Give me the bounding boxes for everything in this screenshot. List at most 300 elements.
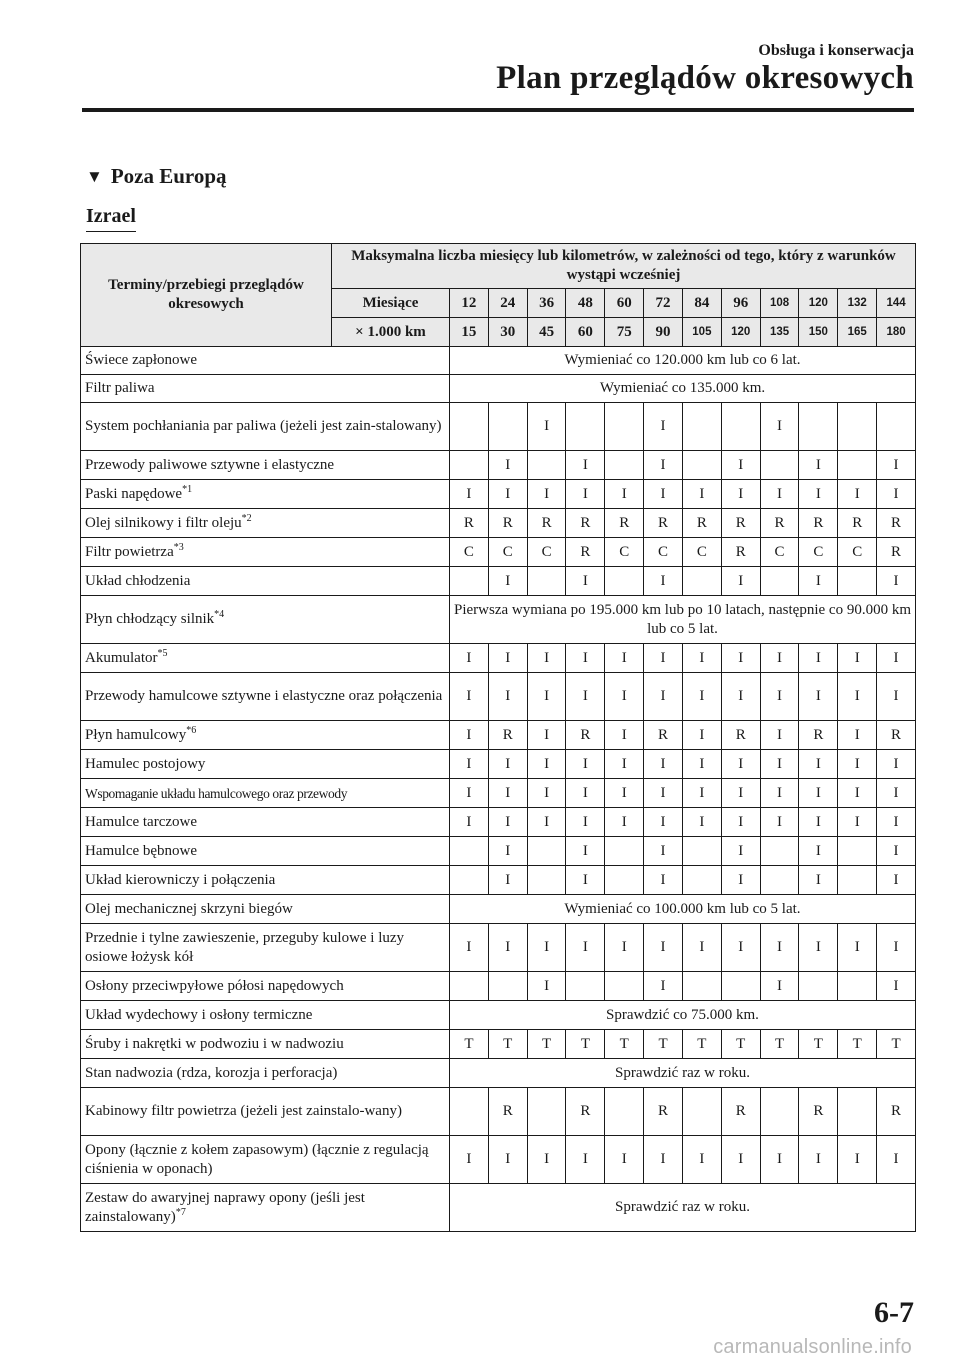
schedule-cell: I bbox=[450, 779, 489, 808]
row-note: Sprawdzić co 75.000 km. bbox=[450, 1001, 916, 1030]
schedule-cell: I bbox=[566, 750, 605, 779]
row-note: Wymieniać co 120.000 km lub co 6 lat. bbox=[450, 347, 916, 375]
schedule-cell: C bbox=[838, 538, 877, 567]
schedule-cell: I bbox=[721, 750, 760, 779]
schedule-cell: I bbox=[566, 866, 605, 895]
schedule-cell: I bbox=[682, 644, 721, 673]
schedule-cell: I bbox=[799, 779, 838, 808]
schedule-cell: I bbox=[799, 567, 838, 596]
table-row bbox=[81, 567, 916, 596]
schedule-cell: I bbox=[450, 644, 489, 673]
schedule-cell bbox=[682, 837, 721, 866]
row-note: Sprawdzić raz w roku. bbox=[450, 1059, 916, 1088]
row-label bbox=[81, 375, 450, 403]
months-header-cell: 108 bbox=[760, 289, 799, 318]
row-note: Pierwsza wymiana po 195.000 km lub po 10 latach, następnie co 90.000 km lub co 5 lat. bbox=[450, 596, 916, 644]
row-label-text: Przednie i tylne zawieszenie, przeguby kulowe i luzy osiowe łożysk kół bbox=[85, 929, 405, 965]
schedule-cell: I bbox=[566, 673, 605, 721]
top-header: Maksymalna liczba miesięcy lub kilometrów, w zależności od tego, który z warunków wystąpi wcześniej bbox=[332, 244, 916, 289]
header-rule bbox=[82, 108, 914, 112]
months-header-cell: 84 bbox=[682, 289, 721, 318]
footnote-mark: *7 bbox=[175, 1206, 186, 1218]
schedule-cell: I bbox=[488, 779, 527, 808]
schedule-cell: I bbox=[644, 403, 683, 451]
row-label-text: Wspomaganie układu hamulcowego oraz przewody bbox=[85, 785, 348, 801]
schedule-cell: I bbox=[488, 837, 527, 866]
row-label-text: Hamulce bębnowe bbox=[85, 842, 198, 859]
row-label bbox=[81, 1088, 450, 1136]
schedule-cell: I bbox=[721, 924, 760, 972]
schedule-cell: C bbox=[760, 538, 799, 567]
schedule-cell bbox=[721, 403, 760, 451]
schedule-cell: R bbox=[721, 1088, 760, 1136]
schedule-cell: I bbox=[566, 644, 605, 673]
schedule-cell: R bbox=[644, 721, 683, 750]
running-header-title: Plan przeglądów okresowych bbox=[496, 60, 914, 96]
schedule-cell bbox=[838, 403, 877, 451]
schedule-cell: T bbox=[488, 1030, 527, 1059]
schedule-cell bbox=[838, 1088, 877, 1136]
table-row bbox=[81, 924, 916, 972]
schedule-cell: R bbox=[488, 509, 527, 538]
schedule-cell bbox=[566, 403, 605, 451]
schedule-cell: I bbox=[799, 924, 838, 972]
row-label-text: Olej silnikowy i filtr oleju bbox=[85, 514, 242, 531]
schedule-cell: I bbox=[721, 866, 760, 895]
schedule-cell: I bbox=[877, 673, 916, 721]
km-header-cell: 45 bbox=[527, 318, 566, 347]
schedule-cell: I bbox=[644, 567, 683, 596]
watermark: carmanualsonline.info bbox=[713, 1336, 912, 1358]
schedule-cell: I bbox=[527, 924, 566, 972]
schedule-cell: I bbox=[760, 480, 799, 509]
schedule-cell: I bbox=[644, 750, 683, 779]
schedule-cell bbox=[450, 866, 489, 895]
schedule-cell: I bbox=[488, 750, 527, 779]
schedule-cell: I bbox=[644, 808, 683, 837]
schedule-cell: R bbox=[682, 509, 721, 538]
table-row bbox=[81, 837, 916, 866]
schedule-cell bbox=[450, 1088, 489, 1136]
row-label bbox=[81, 1184, 450, 1232]
schedule-cell: I bbox=[450, 808, 489, 837]
schedule-cell: I bbox=[760, 808, 799, 837]
table-row bbox=[81, 509, 916, 538]
row-label-text: Świece zapłonowe bbox=[85, 352, 198, 368]
schedule-cell: T bbox=[838, 1030, 877, 1059]
row-label bbox=[81, 779, 450, 808]
schedule-cell: I bbox=[644, 924, 683, 972]
row-note: Wymieniać co 100.000 km lub co 5 lat. bbox=[450, 895, 916, 924]
table-row bbox=[81, 1184, 916, 1232]
schedule-cell: T bbox=[721, 1030, 760, 1059]
schedule-cell: T bbox=[566, 1030, 605, 1059]
schedule-cell: I bbox=[799, 451, 838, 480]
schedule-cell: I bbox=[527, 403, 566, 451]
row-label-text: Akumulator bbox=[85, 649, 158, 666]
row-label-text: Śruby i nakrętki w podwoziu i w nadwoziu bbox=[85, 1035, 344, 1052]
schedule-cell: I bbox=[450, 721, 489, 750]
schedule-cell: C bbox=[644, 538, 683, 567]
schedule-cell: I bbox=[838, 750, 877, 779]
schedule-cell: I bbox=[527, 721, 566, 750]
row-label bbox=[81, 596, 450, 644]
schedule-cell: I bbox=[682, 808, 721, 837]
schedule-cell: I bbox=[488, 924, 527, 972]
schedule-cell bbox=[605, 866, 644, 895]
schedule-cell bbox=[760, 451, 799, 480]
schedule-cell bbox=[682, 866, 721, 895]
row-label bbox=[81, 403, 450, 451]
schedule-cell bbox=[838, 866, 877, 895]
schedule-cell: I bbox=[682, 673, 721, 721]
schedule-cell: I bbox=[566, 1136, 605, 1184]
schedule-cell: I bbox=[877, 779, 916, 808]
schedule-cell: I bbox=[644, 837, 683, 866]
schedule-cell: R bbox=[488, 1088, 527, 1136]
page-number: 6-7 bbox=[874, 1296, 914, 1329]
schedule-cell: I bbox=[721, 808, 760, 837]
schedule-cell bbox=[450, 451, 489, 480]
schedule-cell: I bbox=[721, 644, 760, 673]
km-header-cell: 90 bbox=[644, 318, 683, 347]
schedule-cell bbox=[682, 972, 721, 1001]
schedule-cell: I bbox=[721, 567, 760, 596]
schedule-cell: R bbox=[605, 509, 644, 538]
schedule-cell: I bbox=[450, 480, 489, 509]
row-label bbox=[81, 509, 450, 538]
schedule-cell: I bbox=[838, 480, 877, 509]
row-label-text: Przewody paliwowe sztywne i elastyczne bbox=[85, 456, 335, 473]
footnote-mark: *4 bbox=[214, 609, 225, 620]
schedule-cell: I bbox=[838, 721, 877, 750]
schedule-cell: R bbox=[799, 1088, 838, 1136]
schedule-cell: R bbox=[721, 538, 760, 567]
schedule-cell: I bbox=[760, 1136, 799, 1184]
schedule-cell: I bbox=[838, 808, 877, 837]
schedule-cell: I bbox=[838, 1136, 877, 1184]
row-note: Wymieniać co 135.000 km. bbox=[450, 375, 916, 403]
schedule-cell: I bbox=[877, 480, 916, 509]
schedule-cell: I bbox=[760, 924, 799, 972]
footnote-mark: *6 bbox=[186, 724, 197, 736]
schedule-cell bbox=[682, 403, 721, 451]
footnote-mark: *2 bbox=[241, 512, 252, 524]
schedule-cell: I bbox=[644, 451, 683, 480]
km-header-cell: 180 bbox=[877, 318, 916, 347]
schedule-cell bbox=[450, 567, 489, 596]
schedule-cell: I bbox=[566, 451, 605, 480]
schedule-cell: T bbox=[527, 1030, 566, 1059]
table-row bbox=[81, 1001, 916, 1030]
schedule-cell: I bbox=[682, 750, 721, 779]
schedule-cell: R bbox=[760, 509, 799, 538]
row-label bbox=[81, 972, 450, 1001]
row-label bbox=[81, 895, 450, 924]
schedule-cell: R bbox=[721, 721, 760, 750]
schedule-cell: I bbox=[877, 837, 916, 866]
schedule-cell: I bbox=[644, 673, 683, 721]
schedule-cell: I bbox=[799, 673, 838, 721]
section-heading bbox=[86, 164, 227, 189]
schedule-cell: I bbox=[877, 644, 916, 673]
table-row bbox=[81, 375, 916, 403]
schedule-cell: R bbox=[566, 1088, 605, 1136]
table-row bbox=[81, 451, 916, 480]
km-header-cell: 150 bbox=[799, 318, 838, 347]
schedule-cell: R bbox=[877, 509, 916, 538]
running-header-section: Obsługa i konserwacja bbox=[758, 42, 914, 59]
row-label bbox=[81, 644, 450, 673]
schedule-cell: I bbox=[721, 1136, 760, 1184]
schedule-cell: R bbox=[566, 509, 605, 538]
schedule-cell bbox=[605, 837, 644, 866]
schedule-cell: I bbox=[566, 808, 605, 837]
table-row bbox=[81, 644, 916, 673]
row-label bbox=[81, 347, 450, 375]
row-label-text: Hamulec postojowy bbox=[85, 755, 206, 772]
schedule-cell: I bbox=[527, 779, 566, 808]
schedule-cell: I bbox=[566, 779, 605, 808]
schedule-cell: I bbox=[682, 1136, 721, 1184]
schedule-cell bbox=[488, 403, 527, 451]
schedule-cell bbox=[566, 972, 605, 1001]
schedule-cell: T bbox=[799, 1030, 838, 1059]
schedule-cell: I bbox=[566, 837, 605, 866]
schedule-cell: I bbox=[605, 480, 644, 509]
schedule-cell: I bbox=[799, 866, 838, 895]
schedule-cell: I bbox=[527, 1136, 566, 1184]
schedule-cell: I bbox=[566, 480, 605, 509]
schedule-cell: T bbox=[682, 1030, 721, 1059]
schedule-cell bbox=[760, 866, 799, 895]
km-header-cell: 60 bbox=[566, 318, 605, 347]
schedule-cell bbox=[760, 1088, 799, 1136]
row-label-text: Filtr paliwa bbox=[85, 380, 155, 396]
schedule-cell: I bbox=[877, 567, 916, 596]
schedule-cell bbox=[527, 567, 566, 596]
row-label bbox=[81, 808, 450, 837]
schedule-cell: I bbox=[760, 403, 799, 451]
row-label-text: Układ kierowniczy i połączenia bbox=[85, 871, 276, 888]
row-label-text: Paski napędowe bbox=[85, 485, 183, 502]
schedule-cell: I bbox=[877, 866, 916, 895]
row-label bbox=[81, 866, 450, 895]
schedule-cell: R bbox=[527, 509, 566, 538]
schedule-cell: I bbox=[799, 808, 838, 837]
schedule-cell: T bbox=[450, 1030, 489, 1059]
schedule-cell bbox=[682, 451, 721, 480]
schedule-cell: I bbox=[721, 480, 760, 509]
schedule-cell: I bbox=[760, 673, 799, 721]
schedule-cell: C bbox=[488, 538, 527, 567]
maintenance-schedule-table bbox=[80, 243, 916, 1232]
triangle-down-icon: ▼ bbox=[86, 167, 103, 186]
schedule-cell bbox=[760, 567, 799, 596]
schedule-cell bbox=[721, 972, 760, 1001]
table-row bbox=[81, 480, 916, 509]
schedule-cell: I bbox=[799, 837, 838, 866]
schedule-cell bbox=[527, 451, 566, 480]
schedule-cell: C bbox=[450, 538, 489, 567]
schedule-cell: I bbox=[760, 779, 799, 808]
schedule-cell: I bbox=[760, 750, 799, 779]
schedule-cell: I bbox=[644, 480, 683, 509]
schedule-cell: I bbox=[721, 673, 760, 721]
schedule-cell bbox=[838, 837, 877, 866]
schedule-cell bbox=[527, 866, 566, 895]
schedule-cell: I bbox=[799, 644, 838, 673]
months-header-cell: 48 bbox=[566, 289, 605, 318]
schedule-cell: R bbox=[721, 509, 760, 538]
schedule-cell: R bbox=[644, 1088, 683, 1136]
subsection-heading: Izrael bbox=[86, 205, 136, 232]
months-header-cell: 72 bbox=[644, 289, 683, 318]
schedule-cell: I bbox=[877, 808, 916, 837]
schedule-cell: I bbox=[760, 644, 799, 673]
table-row bbox=[81, 1088, 916, 1136]
schedule-cell: I bbox=[527, 750, 566, 779]
footnote-mark: *3 bbox=[173, 541, 184, 553]
schedule-cell: I bbox=[566, 567, 605, 596]
row-label-text: Hamulce tarczowe bbox=[85, 813, 198, 830]
schedule-cell: I bbox=[488, 866, 527, 895]
schedule-cell: I bbox=[644, 972, 683, 1001]
schedule-cell: I bbox=[644, 866, 683, 895]
table-row bbox=[81, 538, 916, 567]
row-label bbox=[81, 750, 450, 779]
schedule-cell bbox=[682, 567, 721, 596]
row-label-text: Układ chłodzenia bbox=[85, 572, 191, 589]
row-label bbox=[81, 480, 450, 509]
schedule-cell bbox=[450, 837, 489, 866]
km-header-cell: 30 bbox=[488, 318, 527, 347]
table-row bbox=[81, 1059, 916, 1088]
km-header-cell: 135 bbox=[760, 318, 799, 347]
months-header-cell: 96 bbox=[721, 289, 760, 318]
schedule-cell bbox=[450, 972, 489, 1001]
row-label bbox=[81, 567, 450, 596]
schedule-cell: I bbox=[877, 924, 916, 972]
schedule-cell: I bbox=[527, 644, 566, 673]
schedule-cell: I bbox=[488, 1136, 527, 1184]
section-heading-text: Poza Europą bbox=[110, 164, 227, 188]
schedule-cell: I bbox=[488, 808, 527, 837]
schedule-cell: I bbox=[605, 808, 644, 837]
table-row bbox=[81, 1136, 916, 1184]
schedule-cell bbox=[877, 403, 916, 451]
schedule-cell bbox=[605, 451, 644, 480]
schedule-cell bbox=[799, 972, 838, 1001]
schedule-cell bbox=[605, 1088, 644, 1136]
row-label-text: Płyn hamulcowy bbox=[85, 726, 187, 743]
row-label bbox=[81, 1001, 450, 1030]
schedule-cell bbox=[799, 403, 838, 451]
months-label: Miesiące bbox=[332, 289, 450, 318]
schedule-cell: I bbox=[605, 924, 644, 972]
schedule-cell: I bbox=[838, 673, 877, 721]
schedule-cell: I bbox=[527, 808, 566, 837]
schedule-cell: T bbox=[760, 1030, 799, 1059]
row-label bbox=[81, 673, 450, 721]
km-header-cell: 120 bbox=[721, 318, 760, 347]
schedule-cell bbox=[605, 567, 644, 596]
schedule-cell: C bbox=[799, 538, 838, 567]
schedule-cell: I bbox=[799, 1136, 838, 1184]
table-row bbox=[81, 750, 916, 779]
schedule-cell: I bbox=[799, 750, 838, 779]
months-header-cell: 60 bbox=[605, 289, 644, 318]
schedule-cell: I bbox=[760, 972, 799, 1001]
schedule-cell bbox=[760, 837, 799, 866]
schedule-cell: I bbox=[760, 721, 799, 750]
schedule-cell: I bbox=[488, 567, 527, 596]
schedule-cell: C bbox=[605, 538, 644, 567]
schedule-cell: R bbox=[799, 721, 838, 750]
schedule-cell: I bbox=[682, 924, 721, 972]
table-row bbox=[81, 895, 916, 924]
row-label bbox=[81, 538, 450, 567]
schedule-cell: C bbox=[527, 538, 566, 567]
schedule-cell bbox=[527, 1088, 566, 1136]
schedule-cell bbox=[838, 451, 877, 480]
schedule-cell: R bbox=[450, 509, 489, 538]
schedule-cell: I bbox=[450, 924, 489, 972]
schedule-cell bbox=[605, 403, 644, 451]
schedule-cell: R bbox=[877, 538, 916, 567]
table-row bbox=[81, 673, 916, 721]
footnote-mark: *1 bbox=[182, 483, 193, 495]
schedule-cell: R bbox=[566, 721, 605, 750]
schedule-cell: I bbox=[450, 673, 489, 721]
schedule-cell: I bbox=[605, 1136, 644, 1184]
row-label-text: Układ wydechowy i osłony termiczne bbox=[85, 1006, 313, 1023]
schedule-cell: I bbox=[605, 721, 644, 750]
schedule-cell: I bbox=[877, 1136, 916, 1184]
months-header-cell: 132 bbox=[838, 289, 877, 318]
schedule-cell: I bbox=[527, 673, 566, 721]
schedule-cell: I bbox=[566, 924, 605, 972]
row-label-text: Olej mechanicznej skrzyni biegów bbox=[85, 900, 293, 917]
table-row bbox=[81, 721, 916, 750]
corner-label: Terminy/przebiegi przeglądów okresowych bbox=[81, 244, 332, 347]
schedule-cell: T bbox=[877, 1030, 916, 1059]
months-header-cell: 36 bbox=[527, 289, 566, 318]
row-label bbox=[81, 1030, 450, 1059]
schedule-cell: I bbox=[605, 750, 644, 779]
schedule-cell bbox=[838, 972, 877, 1001]
schedule-cell: I bbox=[488, 644, 527, 673]
schedule-cell: T bbox=[644, 1030, 683, 1059]
schedule-cell bbox=[682, 1088, 721, 1136]
schedule-cell: T bbox=[605, 1030, 644, 1059]
schedule-cell: I bbox=[682, 721, 721, 750]
schedule-cell: R bbox=[799, 509, 838, 538]
schedule-cell: I bbox=[877, 451, 916, 480]
row-label-text: Zestaw do awaryjnej naprawy opony (jeśli jest zainstalowany) bbox=[85, 1189, 365, 1225]
row-label bbox=[81, 924, 450, 972]
table-row bbox=[81, 1030, 916, 1059]
schedule-cell: I bbox=[450, 750, 489, 779]
table-row bbox=[81, 779, 916, 808]
row-label-text: Osłony przeciwpyłowe półosi napędowych bbox=[85, 977, 344, 994]
schedule-cell: I bbox=[877, 750, 916, 779]
schedule-cell: I bbox=[682, 480, 721, 509]
schedule-cell: I bbox=[644, 779, 683, 808]
schedule-cell: I bbox=[838, 924, 877, 972]
km-header-cell: 105 bbox=[682, 318, 721, 347]
schedule-cell: I bbox=[450, 1136, 489, 1184]
